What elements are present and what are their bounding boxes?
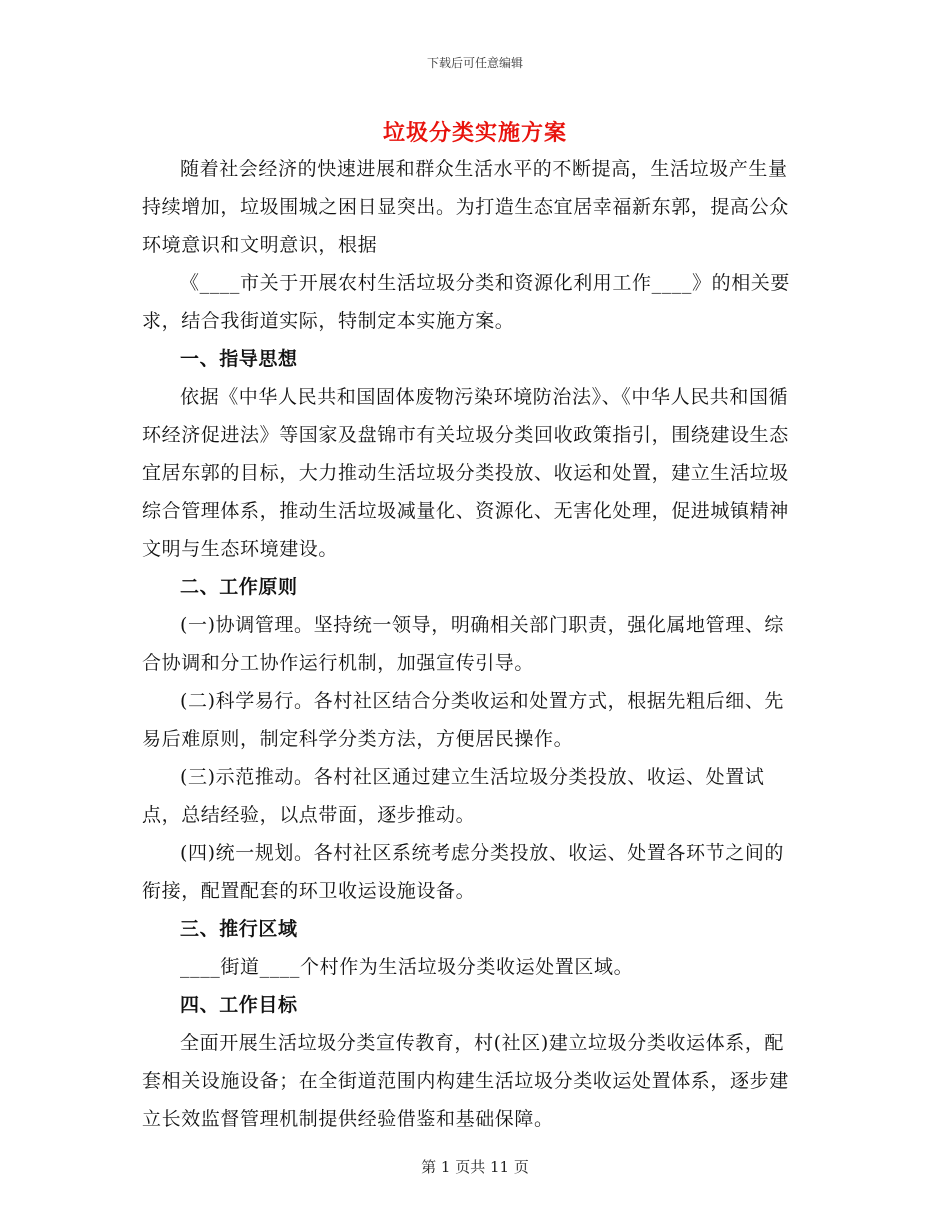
section-4-paragraph: 全面开展生活垃圾分类宣传教育，村(社区)建立垃圾分类收运体系，配套相关设施设备；在全街道范围内构建生活垃圾分类收运处置体系，逐步建立长效监督管理机制提供经验借鉴和基础保障。	[142, 1032, 789, 1130]
section-heading-implementation-area: 三、推行区域	[180, 918, 298, 940]
section-2-paragraph-3: (三)示范推动。各村社区通过建立生活垃圾分类投放、收运、处置试点，总结经验，以点带面，逐步推动。	[142, 766, 765, 826]
document-body	[142, 150, 802, 1138]
section-heading-work-principles: 二、工作原则	[180, 576, 298, 598]
section-2-paragraph-4: (四)统一规划。各村社区系统考虑分类投放、收运、处置各环节之间的衔接，配置配套的环卫收运设施设备。	[142, 842, 785, 902]
section-2-paragraph-1: (一)协调管理。坚持统一领导，明确相关部门职责，强化属地管理、综合协调和分工协作运行机制，加强宣传引导。	[142, 614, 785, 674]
section-heading-guiding-ideology: 一、指导思想	[180, 348, 298, 370]
section-heading-work-goals: 四、工作目标	[180, 994, 298, 1016]
page-number-footer: 第 1 页共 11 页	[421, 1158, 529, 1176]
section-3-paragraph: ____街道____个村作为生活垃圾分类收运处置区域。	[180, 956, 634, 978]
document-title: 垃圾分类实施方案	[382, 120, 567, 146]
page-header-note: 下载后可任意编辑	[426, 56, 523, 70]
intro-paragraph-1: 随着社会经济的快速进展和群众生活水平的不断提高，生活垃圾产生量持续增加，垃圾围城之困日显突出。为打造生态宜居幸福新东郭，提高公众环境意识和文明意识，根据	[142, 158, 789, 256]
intro-paragraph-2: 《____市关于开展农村生活垃圾分类和资源化利用工作____》的相关要求，结合我街道实际，特制定本实施方案。	[142, 272, 791, 332]
section-2-paragraph-2: (二)科学易行。各村社区结合分类收运和处置方式，根据先粗后细、先易后难原则，制定科学分类方法，方便居民操作。	[142, 690, 785, 750]
section-1-paragraph: 依据《中华人民共和国固体废物污染环境防治法》、《中华人民共和国循环经济促进法》等国家及盘锦市有关垃圾分类回收政策指引，围绕建设生态宜居东郭的目标，大力推动生活垃圾分类投放、收运和处置，建立生活垃圾综合管理体系，推动生活垃圾减量化、资源化、无害化处理，促进城镇精神文明与生态环境建设。	[142, 386, 789, 560]
